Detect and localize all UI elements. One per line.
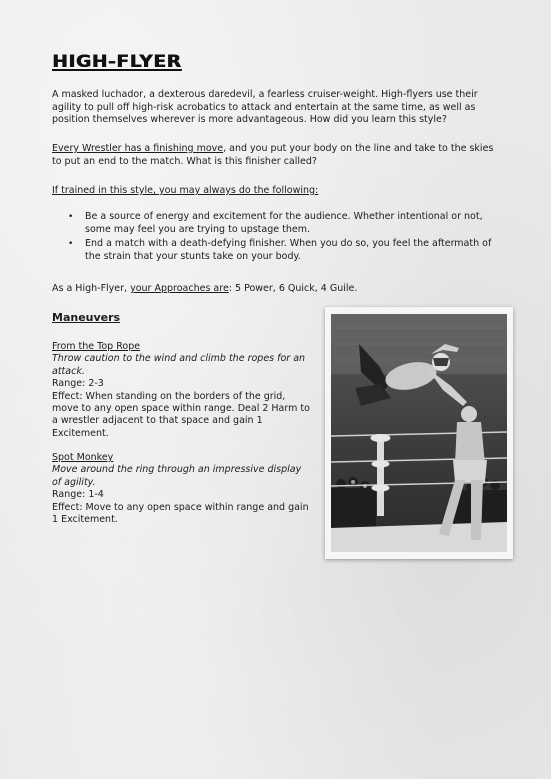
bullet-text: Be a source of energy and excitement for the audience. Whether intentional or not, some may feel you are trying to upstage them. (85, 211, 483, 235)
list-item (52, 211, 498, 236)
intro-paragraph: A masked luchador, a dexterous daredevil, a fearless cruiser-weight. High-flyers use their agility to pull off high-risk acrobatics to attack and entertain at the same time, as well as position themselves wherever is more advantageous. How did you learn this style? (52, 89, 478, 126)
bullet-dot: • (68, 239, 74, 250)
maneuver-range: Range: 2-3 (52, 378, 104, 390)
wrestling-photo-illustration (331, 314, 507, 552)
maneuver-name: From the Top Rope (52, 341, 141, 352)
maneuver-from-the-top-rope (52, 341, 310, 440)
approaches-prefix: As a High-Flyer, (52, 283, 131, 294)
trained-bullet-list (52, 211, 498, 265)
approaches-underlined: your Approaches are (130, 283, 229, 294)
maneuver-effect: Effect: When standing on the borders of the grid, move to any open space within range. Deal 2 Harm to a wrestler adjacent to that space and gain 1 Excitement. (52, 390, 310, 439)
maneuver-name: Spot Monkey (52, 452, 114, 463)
trained-heading (52, 185, 498, 198)
approaches-line (52, 283, 498, 296)
approaches-values: : 5 Power, 6 Quick, 4 Guile. (228, 283, 358, 294)
page-title: HIGH-FLYER (52, 52, 182, 72)
maneuvers-heading: Maneuvers (52, 311, 121, 324)
trained-heading-text: If trained in this style, you may always do the following: (52, 185, 319, 196)
maneuver-range: Range: 1-4 (52, 489, 104, 501)
maneuver-flavor: Move around the ring through an impressive display of agility. (52, 464, 302, 488)
finisher-paragraph (52, 143, 498, 168)
maneuver-effect: Effect: Move to any open space within range and gain 1 Excitement. (52, 501, 309, 526)
photo-frame (325, 307, 513, 559)
finisher-underlined: Every Wrestler has a finishing move (52, 143, 224, 154)
bullet-text: End a match with a death-defying finisher. When you do so, you feel the aftermath of the strain that your stunts take on your body. (85, 238, 492, 262)
maneuver-spot-monkey (52, 452, 310, 526)
maneuver-flavor: Throw caution to the wind and climb the ropes for an attack. (52, 353, 306, 377)
bullet-dot: • (68, 212, 74, 222)
wrestling-photo (331, 314, 507, 552)
finisher-rest: , and you put your body on the line and take to the skies to put an end to the match. What is this finisher called? (52, 143, 494, 167)
list-item (52, 238, 498, 263)
